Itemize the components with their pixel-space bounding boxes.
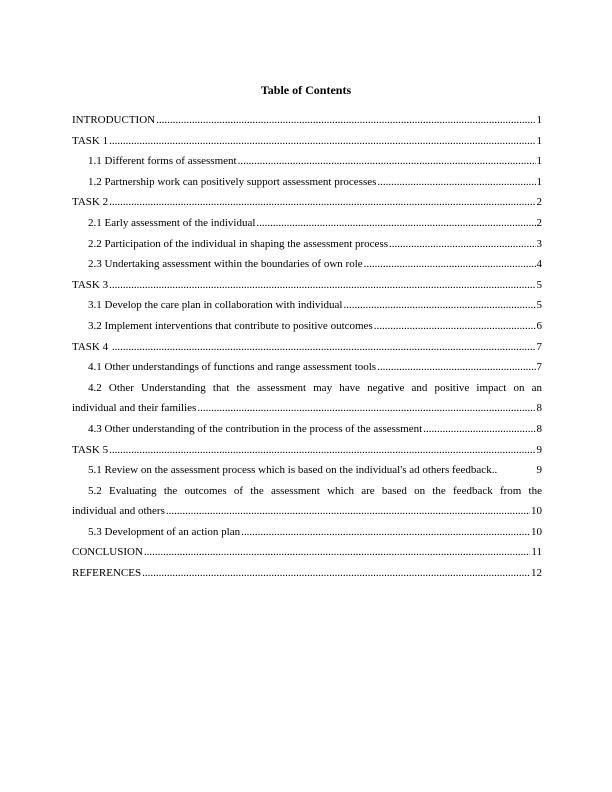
dot-leader [109,131,535,152]
toc-entry-text: TASK 3 [72,278,109,291]
toc-page-number: 7 [536,340,542,353]
toc-page-number: 9 [536,443,542,456]
toc-entry-text: 5.3 Development of an action plan [88,525,241,538]
toc-page-number: 1 [536,134,542,147]
toc-entry-text: 4.1 Other understandings of functions and range assessment tools [88,361,377,374]
toc-entry-text-line1: 5.2 Evaluating the outcomes of the assessment which are based on the feedback from the [88,484,542,497]
toc-page-number: 8 [536,402,542,415]
toc-title: Table of Contents [260,83,352,97]
toc-entry-4-2[interactable] [72,378,542,419]
dot-leader [109,275,535,296]
toc-entry-text: TASK 5 [72,443,109,456]
toc-entry-task-1[interactable] [72,131,542,152]
toc-entry-5-1[interactable] [72,460,542,481]
table-of-contents [72,110,542,584]
toc-page-number: 1 [536,175,542,188]
toc-entry-3-2[interactable] [72,316,542,337]
toc-entry-task-2[interactable] [72,192,542,213]
toc-entry-4-1[interactable] [72,357,542,378]
toc-entry-2-3[interactable] [72,254,542,275]
dot-leader [364,254,536,275]
toc-entry-conclusion[interactable] [72,542,542,563]
toc-entry-text: 1.2 Partnership work can positively support assessment processes [88,175,377,188]
dot-leader [374,316,536,337]
toc-entry-task-3[interactable] [72,275,542,296]
toc-entry-text-line1: 4.2 Other Understanding that the assessment may have negative and positive impact on an [88,381,542,394]
toc-page-number: 12 [531,567,542,580]
toc-page-number: 11 [531,546,542,559]
toc-entry-text: INTRODUCTION [72,114,156,126]
toc-entry-text: TASK 1 [72,134,109,147]
dot-leader [109,440,535,461]
toc-entry-1-1[interactable] [72,151,542,172]
toc-page-number: 6 [536,319,542,332]
toc-entry-text: 3.1 Develop the care plan in collaboration with individual [88,299,343,312]
toc-entry-task-5[interactable] [72,440,542,461]
toc-page-number: 5 [536,299,542,312]
dot-leader [343,295,535,316]
toc-page-number: 5 [536,278,542,291]
toc-page-number: 2 [536,196,542,209]
toc-entry-5-2[interactable] [72,481,542,522]
dot-leader [377,172,535,193]
toc-entry-introduction[interactable] [72,110,542,131]
toc-page-number: 8 [536,422,542,435]
toc-entry-text: 4.3 Other understanding of the contribution in the process of the assessment [88,422,423,435]
toc-entry-3-1[interactable] [72,295,542,316]
dot-leader [109,192,535,213]
dot-leader [238,151,536,172]
toc-page-number: 10 [531,505,542,518]
dot-leader [197,398,535,419]
toc-entry-text: REFERENCES [72,567,142,580]
toc-page-number: 1 [536,155,542,168]
toc-entry-2-2[interactable] [72,234,542,255]
toc-entry-1-2[interactable] [72,172,542,193]
toc-entry-5-3[interactable] [72,522,542,543]
toc-entry-line2 [72,398,542,419]
toc-entry-references[interactable] [72,563,542,584]
dot-leader [256,213,535,234]
toc-entry-4-3[interactable] [72,419,542,440]
toc-page-number: 7 [536,361,542,374]
toc-page-number: 10 [531,525,542,538]
dot-leader [156,110,535,131]
dot-leader [241,522,530,543]
dot-leader [389,234,535,255]
toc-entry-text: 2.3 Undertaking assessment within the boundaries of own role [88,258,363,271]
toc-entry-text: 3.2 Implement interventions that contribute to positive outcomes [88,319,373,332]
dot-leader [423,419,535,440]
toc-entry-text: 2.1 Early assessment of the individual [88,216,256,229]
toc-entry-text: TASK 2 [72,196,109,209]
toc-page-number: 3 [536,237,542,250]
toc-page-number: 9 [536,464,542,477]
toc-entry-2-1[interactable] [72,213,542,234]
toc-page-number: 4 [536,258,542,271]
dot-leader [142,563,530,584]
toc-page-number: 2 [536,216,542,229]
toc-entry-text-line2: individual and others [72,505,165,518]
toc-entry-text-line2: individual and their families [72,402,197,415]
dot-leader [144,542,531,563]
toc-entry-text: 2.2 Participation of the individual in shaping the assessment process [88,237,389,250]
toc-entry-line2 [72,501,542,522]
toc-entry-task-4[interactable] [72,337,542,358]
toc-entry-text: 5.1 Review on the assessment process which is based on the individual's ad others feedback.. [88,464,498,477]
dot-leader [166,501,530,522]
toc-entry-text: 1.1 Different forms of assessment [88,155,237,168]
toc-entry-text: CONCLUSION [72,546,143,559]
dot-leader [112,337,536,358]
toc-entry-text: TASK 4 [72,340,111,353]
dot-leader [377,357,535,378]
toc-page-number: 1 [536,114,542,126]
